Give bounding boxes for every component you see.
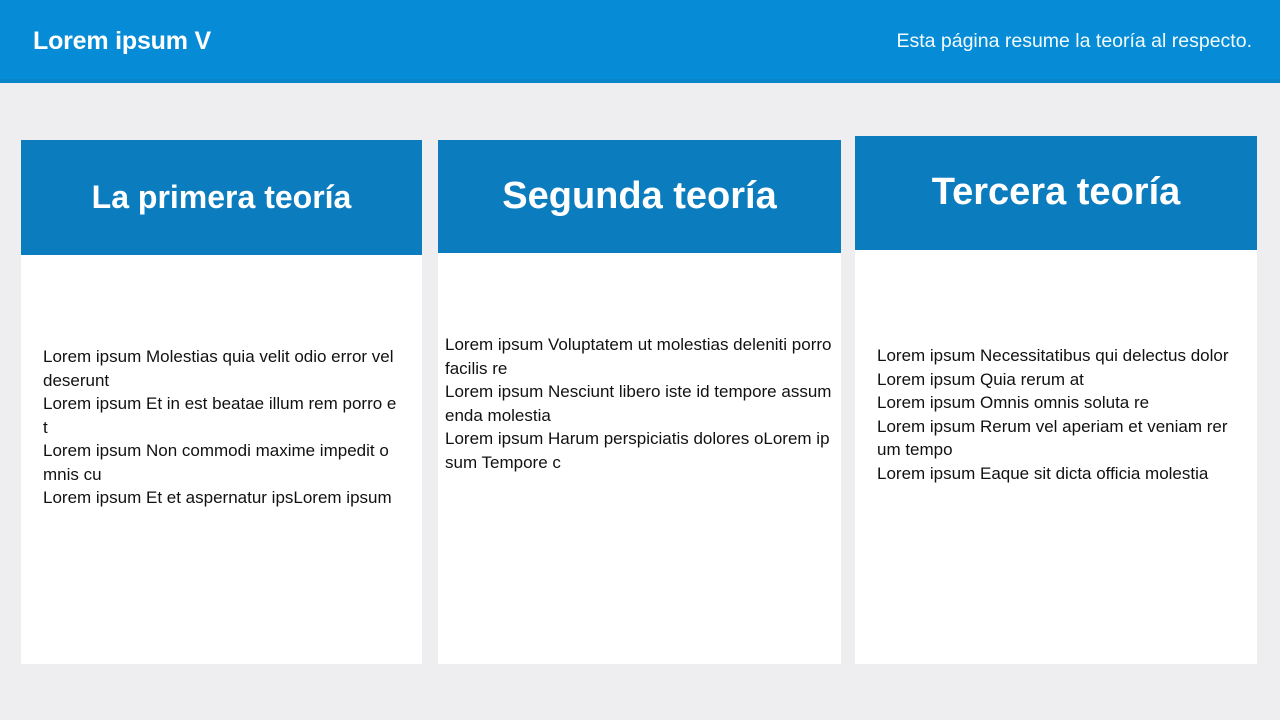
theory-card-body xyxy=(855,344,1257,485)
theory-card-title: Tercera teoría xyxy=(931,171,1181,214)
theory-card-body xyxy=(21,345,422,510)
theory-card-line: Lorem ipsum Et et aspernatur ipsLorem ipsum xyxy=(43,488,392,507)
theory-card-line: Lorem ipsum Nesciunt libero iste id tempore assumenda molestia xyxy=(445,382,832,425)
theory-card-header xyxy=(21,140,422,255)
theory-card-line: Lorem ipsum Omnis omnis soluta re xyxy=(877,393,1150,412)
theory-card xyxy=(438,140,841,664)
theory-card-header xyxy=(855,136,1257,250)
theory-card-line: Lorem ipsum Molestias quia velit odio error vel deserunt xyxy=(43,347,394,390)
theory-card-line: Lorem ipsum Voluptatem ut molestias deleniti porro facilis re xyxy=(445,335,832,378)
theory-card-header xyxy=(438,140,841,253)
theory-card-line: Lorem ipsum Eaque sit dicta officia molestia xyxy=(877,463,1209,483)
theory-card-title: La primera teoría xyxy=(91,178,352,215)
theory-card-title: Segunda teoría xyxy=(502,174,777,217)
theory-card xyxy=(21,140,422,664)
page-subtitle: Esta página resume la teoría al respecto. xyxy=(896,30,1252,52)
theory-card xyxy=(855,136,1257,664)
theory-card-line: Lorem ipsum Et in est beatae illum rem porro et xyxy=(43,394,397,437)
theory-card-line: Lorem ipsum Rerum vel aperiam et veniam rerum tempo xyxy=(877,416,1228,459)
theory-card-body xyxy=(438,333,841,474)
theory-card-line: Lorem ipsum Non commodi maxime impedit omnis cu xyxy=(43,441,389,484)
theory-card-line: Lorem ipsum Necessitatibus qui delectus dolorLorem ipsum Quia rerum at xyxy=(877,346,1229,389)
theory-card-line: Lorem ipsum Harum perspiciatis dolores oLorem ipsum Tempore c xyxy=(445,429,830,472)
page-title: Lorem ipsum V xyxy=(33,27,211,55)
